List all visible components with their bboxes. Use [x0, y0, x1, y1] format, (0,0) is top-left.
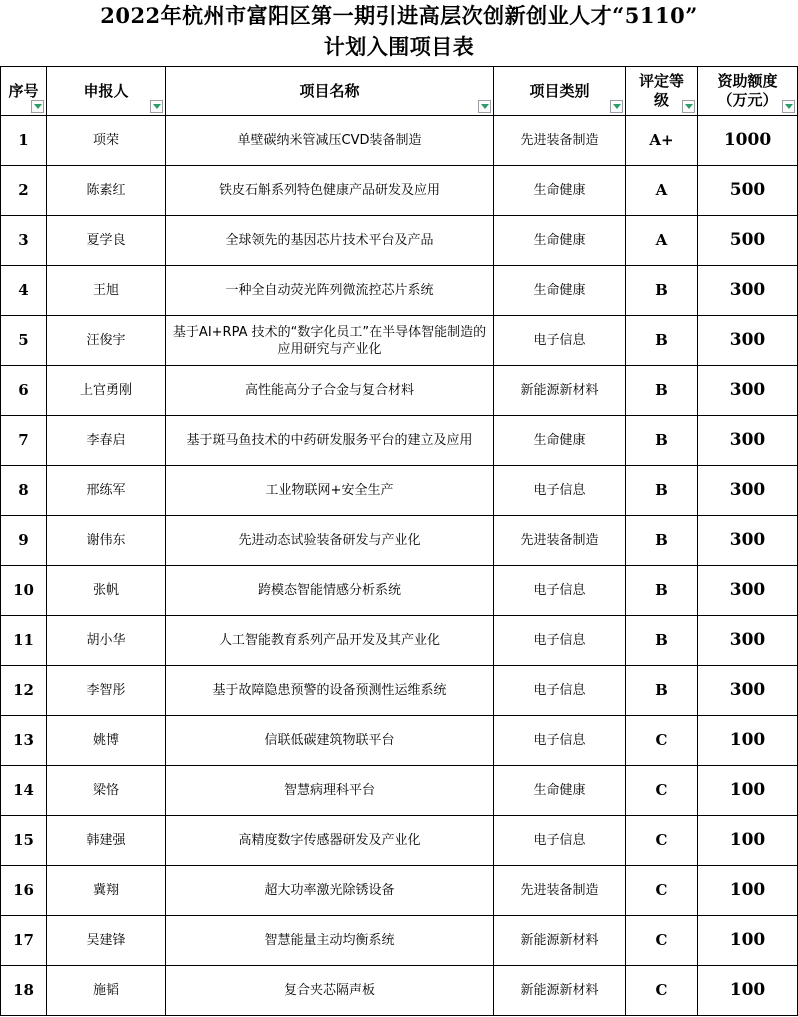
cell-grade: B: [626, 316, 698, 366]
cell-project-name: 跨模态智能情感分析系统: [166, 566, 494, 616]
cell-applicant: 梁恪: [47, 766, 166, 816]
cell-seq: 15: [1, 816, 47, 866]
filter-dropdown-icon[interactable]: [150, 100, 163, 113]
cell-seq: 6: [1, 366, 47, 416]
filter-dropdown-icon[interactable]: [610, 100, 623, 113]
cell-amount: 300: [698, 616, 798, 666]
table-row: [1, 866, 798, 916]
cell-applicant: 谢伟东: [47, 516, 166, 566]
table-body: [1, 116, 798, 1016]
grade-label-line2: 级: [653, 91, 669, 109]
col-header-amount-label: [717, 72, 777, 110]
amount-label-line2: （万元）: [717, 91, 778, 109]
cell-category: 新能源新材料: [494, 966, 626, 1016]
table-row: [1, 716, 798, 766]
col-header-applicant-label: 申报人: [83, 81, 129, 100]
cell-category: 生命健康: [494, 216, 626, 266]
table-row: [1, 166, 798, 216]
cell-category: 先进装备制造: [494, 116, 626, 166]
cell-applicant: 冀翔: [47, 866, 166, 916]
cell-grade: C: [626, 816, 698, 866]
cell-amount: 500: [698, 166, 798, 216]
table-row: [1, 316, 798, 366]
cell-amount: 300: [698, 516, 798, 566]
header-row: [1, 67, 798, 116]
cell-grade: A+: [626, 116, 698, 166]
cell-category: 电子信息: [494, 716, 626, 766]
cell-seq: 3: [1, 216, 47, 266]
cell-applicant: 项荣: [47, 116, 166, 166]
cell-category: 电子信息: [494, 816, 626, 866]
cell-amount: 1000: [698, 116, 798, 166]
col-header-seq: [1, 67, 47, 116]
cell-applicant: 施韬: [47, 966, 166, 1016]
col-header-grade: [626, 67, 698, 116]
cell-amount: 500: [698, 216, 798, 266]
cell-grade: C: [626, 866, 698, 916]
cell-applicant: 上官勇刚: [47, 366, 166, 416]
grade-label-line1: 评定等: [638, 72, 684, 90]
table-row: [1, 966, 798, 1016]
cell-project-name: 复合夹芯隔声板: [166, 966, 494, 1016]
table-row: [1, 766, 798, 816]
title-line-2: 计划入围项目表: [323, 34, 475, 59]
table-row: [1, 266, 798, 316]
cell-applicant: 张帆: [47, 566, 166, 616]
project-table: [0, 66, 798, 1016]
cell-amount: 300: [698, 316, 798, 366]
table-row: [1, 366, 798, 416]
table-row: [1, 516, 798, 566]
cell-grade: B: [626, 616, 698, 666]
cell-project-name: 一种全自动荧光阵列微流控芯片系统: [166, 266, 494, 316]
cell-category: 生命健康: [494, 766, 626, 816]
cell-grade: B: [626, 266, 698, 316]
cell-seq: 11: [1, 616, 47, 666]
table-row: [1, 416, 798, 466]
col-header-grade-label: [639, 72, 684, 110]
title-line-1: 2022年杭州市富阳区第一期引进高层次创新创业人才“5110”: [100, 3, 698, 28]
col-header-amount: [698, 67, 798, 116]
col-header-category-label: 项目类别: [529, 81, 590, 100]
cell-seq: 18: [1, 966, 47, 1016]
cell-amount: 300: [698, 566, 798, 616]
cell-category: 电子信息: [494, 316, 626, 366]
cell-seq: 1: [1, 116, 47, 166]
col-header-category: [494, 67, 626, 116]
cell-amount: 300: [698, 416, 798, 466]
cell-seq: 10: [1, 566, 47, 616]
table-row: [1, 466, 798, 516]
cell-amount: 100: [698, 816, 798, 866]
cell-amount: 300: [698, 366, 798, 416]
col-header-project-name: [166, 67, 494, 116]
cell-amount: 300: [698, 266, 798, 316]
cell-project-name: 单壁碳纳米管减压CVD装备制造: [166, 116, 494, 166]
cell-grade: C: [626, 916, 698, 966]
filter-dropdown-icon[interactable]: [478, 100, 491, 113]
cell-category: 先进装备制造: [494, 866, 626, 916]
table-row: [1, 666, 798, 716]
cell-category: 电子信息: [494, 466, 626, 516]
cell-applicant: 王旭: [47, 266, 166, 316]
cell-project-name: 基于斑马鱼技术的中药研发服务平台的建立及应用: [166, 416, 494, 466]
cell-grade: B: [626, 466, 698, 516]
cell-applicant: 汪俊宇: [47, 316, 166, 366]
cell-seq: 17: [1, 916, 47, 966]
table-row: [1, 216, 798, 266]
cell-project-name: 智慧病理科平台: [166, 766, 494, 816]
filter-dropdown-icon[interactable]: [682, 100, 695, 113]
cell-applicant: 姚博: [47, 716, 166, 766]
cell-category: 新能源新材料: [494, 916, 626, 966]
cell-seq: 7: [1, 416, 47, 466]
table-row: [1, 616, 798, 666]
cell-seq: 12: [1, 666, 47, 716]
cell-seq: 4: [1, 266, 47, 316]
cell-project-name: 工业物联网+安全生产: [166, 466, 494, 516]
col-header-applicant: [47, 67, 166, 116]
cell-applicant: 李智彤: [47, 666, 166, 716]
cell-category: 电子信息: [494, 616, 626, 666]
col-header-project-name-label: 项目名称: [299, 81, 360, 100]
cell-applicant: 胡小华: [47, 616, 166, 666]
table-row: [1, 916, 798, 966]
cell-amount: 100: [698, 966, 798, 1016]
cell-category: 先进装备制造: [494, 516, 626, 566]
cell-category: 新能源新材料: [494, 366, 626, 416]
cell-amount: 300: [698, 666, 798, 716]
table-row: [1, 566, 798, 616]
document-title: [0, 0, 798, 66]
cell-amount: 100: [698, 716, 798, 766]
cell-grade: B: [626, 516, 698, 566]
cell-project-name: 人工智能教育系列产品开发及其产业化: [166, 616, 494, 666]
cell-grade: B: [626, 366, 698, 416]
cell-category: 生命健康: [494, 266, 626, 316]
cell-project-name: 智慧能量主动均衡系统: [166, 916, 494, 966]
cell-project-name: 高性能高分子合金与复合材料: [166, 366, 494, 416]
cell-category: 生命健康: [494, 416, 626, 466]
cell-applicant: 韩建强: [47, 816, 166, 866]
cell-grade: A: [626, 216, 698, 266]
cell-grade: B: [626, 416, 698, 466]
col-header-seq-label: 序号: [8, 81, 39, 100]
cell-grade: B: [626, 566, 698, 616]
cell-seq: 2: [1, 166, 47, 216]
table-row: [1, 816, 798, 866]
cell-amount: 100: [698, 866, 798, 916]
cell-project-name: 基于AI+RPA 技术的“数字化员工”在半导体智能制造的应用研究与产业化: [166, 316, 494, 366]
cell-amount: 100: [698, 916, 798, 966]
cell-amount: 300: [698, 466, 798, 516]
cell-grade: B: [626, 666, 698, 716]
amount-label-line1: 资助额度: [717, 72, 778, 90]
cell-category: 生命健康: [494, 166, 626, 216]
cell-category: 电子信息: [494, 566, 626, 616]
cell-project-name: 先进动态试验装备研发与产业化: [166, 516, 494, 566]
cell-applicant: 夏学良: [47, 216, 166, 266]
cell-applicant: 邢练军: [47, 466, 166, 516]
cell-grade: C: [626, 966, 698, 1016]
cell-project-name: 铁皮石斛系列特色健康产品研发及应用: [166, 166, 494, 216]
cell-seq: 8: [1, 466, 47, 516]
filter-dropdown-icon[interactable]: [31, 100, 44, 113]
cell-seq: 9: [1, 516, 47, 566]
cell-project-name: 全球领先的基因芯片技术平台及产品: [166, 216, 494, 266]
cell-applicant: 陈素红: [47, 166, 166, 216]
cell-project-name: 基于故障隐患预警的设备预测性运维系统: [166, 666, 494, 716]
table-row: [1, 116, 798, 166]
cell-seq: 16: [1, 866, 47, 916]
cell-seq: 13: [1, 716, 47, 766]
cell-seq: 5: [1, 316, 47, 366]
cell-project-name: 高精度数字传感器研发及产业化: [166, 816, 494, 866]
cell-project-name: 超大功率激光除锈设备: [166, 866, 494, 916]
cell-grade: C: [626, 716, 698, 766]
filter-dropdown-icon[interactable]: [782, 100, 795, 113]
cell-grade: A: [626, 166, 698, 216]
cell-grade: C: [626, 766, 698, 816]
cell-project-name: 信联低碳建筑物联平台: [166, 716, 494, 766]
cell-applicant: 吴建锋: [47, 916, 166, 966]
cell-category: 电子信息: [494, 666, 626, 716]
cell-seq: 14: [1, 766, 47, 816]
cell-applicant: 李春启: [47, 416, 166, 466]
cell-amount: 100: [698, 766, 798, 816]
